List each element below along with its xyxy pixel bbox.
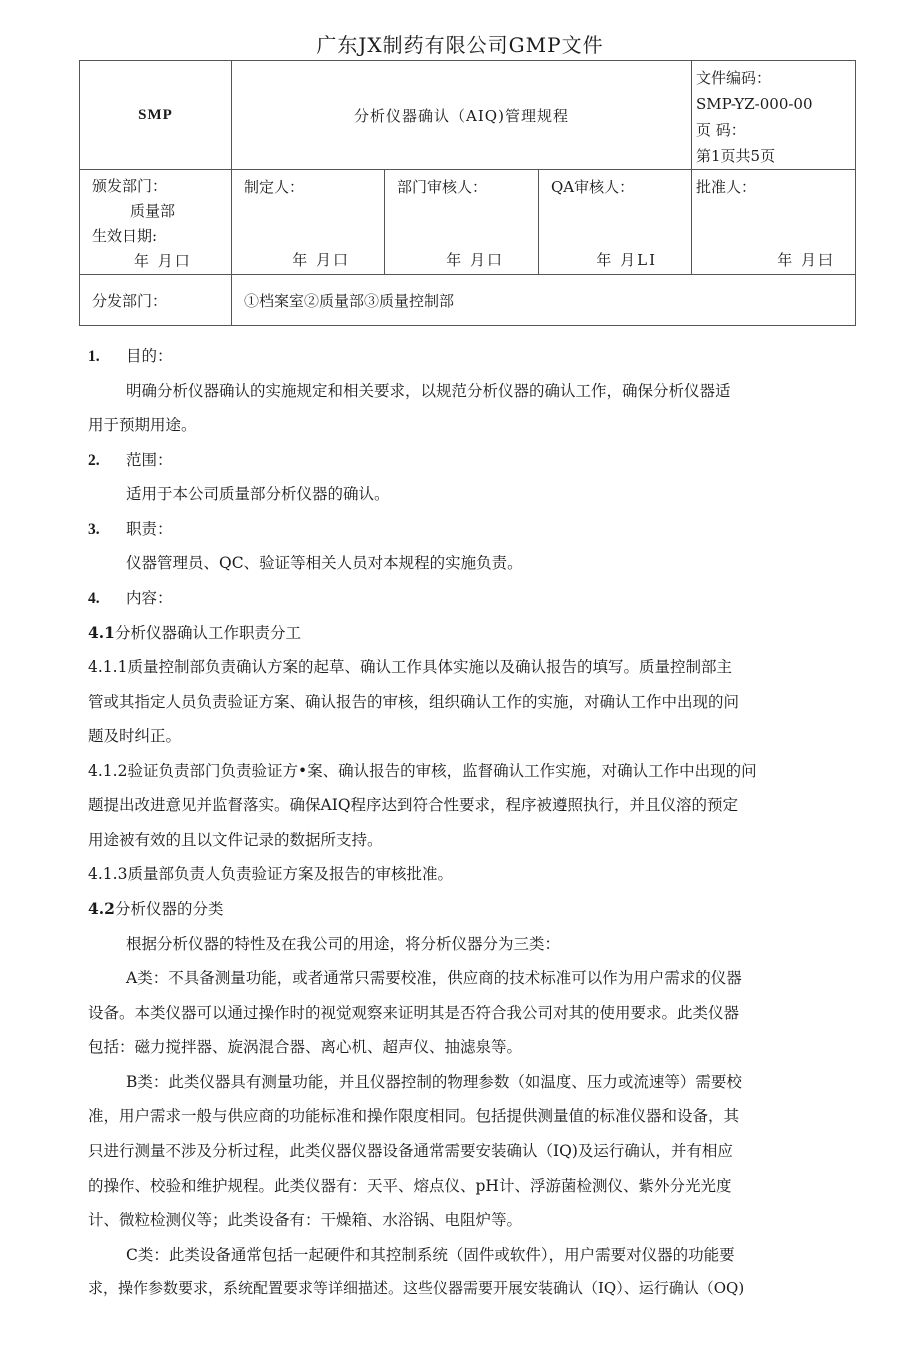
header-table bbox=[79, 60, 856, 326]
section-1-heading: 1. 目的： bbox=[88, 347, 173, 365]
para-4-1-2-line-2: 题提出改进意见并监督落实。确保AIQ程序达到符合性要求，程序被遵照执行，并且仪溶的预定 bbox=[88, 796, 739, 814]
para-4-1-2-line-3: 用途被有效的且以文件记录的数据所支持。 bbox=[88, 831, 383, 849]
para-4-1-1-line-3: 题及时纠正。 bbox=[88, 727, 182, 745]
class-b-line-5: 计、微粒检测仪等；此类设备有：干燥箱、水浴锅、电阻炉等。 bbox=[88, 1211, 523, 1229]
procedure-title: 分析仪器确认（AIQ)管理规程 bbox=[232, 61, 692, 170]
section-2-line-1: 适用于本公司质量部分析仪器的确认。 bbox=[126, 485, 390, 503]
qa-reviewer-date: 年 月LI bbox=[596, 251, 658, 269]
qa-reviewer-label: QA审核人： bbox=[551, 178, 635, 196]
approver-cell bbox=[692, 170, 856, 275]
class-a-line-3: 包括：磁力搅拌器、旋涡混合器、离心机、超声仪、抽滤泉等。 bbox=[88, 1038, 523, 1056]
section-1-line-1: 明确分析仪器确认的实施规定和相关要求，以规范分析仪器的确认工作，确保分析仪器适 bbox=[126, 382, 731, 400]
distribution-value: ①档案室②质量部③质量控制部 bbox=[232, 275, 856, 326]
page-label: 页 码： bbox=[696, 121, 746, 139]
para-4-1-1-line-2: 管或其指定人员负责验证方案、确认报告的审核，组织确认工作的实施，对确认工作中出现的问 bbox=[88, 693, 740, 711]
class-b-line-3: 只进行测量不涉及分析过程，此类仪器仪器设备通常需要安装确认（IQ)及运行确认，并有相应 bbox=[88, 1142, 733, 1160]
section-3-line-1: 仪器管理员、QC、验证等相关人员对本规程的实施负责。 bbox=[126, 554, 523, 572]
author-cell bbox=[232, 170, 385, 275]
effective-date-value: 年 月口 bbox=[134, 252, 192, 270]
issue-dept-label: 颁发部门： bbox=[92, 177, 168, 195]
document-header-title: 广东JX制药有限公司GMP文件 bbox=[316, 33, 604, 57]
approver-date: 年 月曰 bbox=[777, 251, 836, 269]
section-1-line-2: 用于预期用途。 bbox=[88, 416, 197, 434]
page-value: 第1页共5页 bbox=[696, 147, 776, 165]
section-4-heading: 4. 内容： bbox=[88, 589, 173, 607]
class-b-line-4: 的操作、校验和维护规程。此类仪器有：天平、熔点仪、pH计、浮游菌检测仪、紫外分光光度 bbox=[88, 1177, 732, 1195]
smp-logo: SMP bbox=[80, 61, 232, 170]
class-a-line-1: A类：不具备测量功能，或者通常只需要校准，供应商的技术标准可以作为用户需求的仪器 bbox=[126, 969, 742, 987]
para-4-1-3-line-1: 4.1.3质量部负责人负责验证方案及报告的审核批准。 bbox=[88, 865, 453, 883]
section-4-2-heading: 4.2分析仪器的分类 bbox=[88, 899, 224, 918]
file-code-label: 文件编码： bbox=[696, 69, 772, 87]
author-label: 制定人： bbox=[244, 178, 305, 196]
file-code-value: SMP-YZ-000-00 bbox=[696, 95, 813, 113]
issue-dept-cell bbox=[80, 170, 232, 275]
class-c-line-1: C类：此类设备通常包括一起硬件和其控制系统（固件或软件），用户需要对仪器的功能要 bbox=[126, 1246, 735, 1264]
dept-reviewer-label: 部门审核人： bbox=[397, 178, 488, 196]
dept-reviewer-cell bbox=[385, 170, 539, 275]
class-b-line-2: 准，用户需求一般与供应商的功能标准和操作限度相同。包括提供测量值的标准仪器和设备，其 bbox=[88, 1107, 740, 1125]
class-a-line-2: 设备。本类仪器可以通过操作时的视觉观察来证明其是否符合我公司对其的使用要求。此类仪器 bbox=[88, 1004, 740, 1022]
section-4-1-heading: 4.1分析仪器确认工作职责分工 bbox=[88, 623, 301, 642]
section-3-heading: 3. 职责： bbox=[88, 520, 173, 538]
class-b-line-1: B类：此类仪器具有测量功能，并且仪器控制的物理参数（如温度、压力或流速等）需要校 bbox=[126, 1073, 742, 1091]
file-code-cell bbox=[692, 61, 856, 170]
issue-dept-value: 质量部 bbox=[130, 202, 176, 220]
author-date: 年 月口 bbox=[292, 251, 350, 269]
distribution-label: 分发部门： bbox=[80, 275, 232, 326]
para-4-1-1-line-1: 4.1.1质量控制部负责确认方案的起草、确认工作具体实施以及确认报告的填写。质量控制部主 bbox=[88, 658, 732, 676]
dept-reviewer-date: 年 月口 bbox=[446, 251, 504, 269]
class-c-line-2: 求，操作参数要求，系统配置要求等详细描述。这些仪器需要开展安装确认（IQ）、运行确认（OQ) bbox=[88, 1279, 745, 1297]
effective-date-label: 生效日期: bbox=[92, 227, 158, 245]
approver-label: 批准人： bbox=[696, 178, 757, 196]
para-4-2-intro: 根据分析仪器的特性及在我公司的用途，将分析仪器分为三类： bbox=[126, 935, 561, 953]
section-2-heading: 2. 范围： bbox=[88, 451, 173, 469]
para-4-1-2-line-1: 4.1.2验证负责部门负责验证方•案、确认报告的审核，监督确认工作实施，对确认工作中出现的问 bbox=[88, 762, 757, 780]
qa-reviewer-cell bbox=[539, 170, 692, 275]
